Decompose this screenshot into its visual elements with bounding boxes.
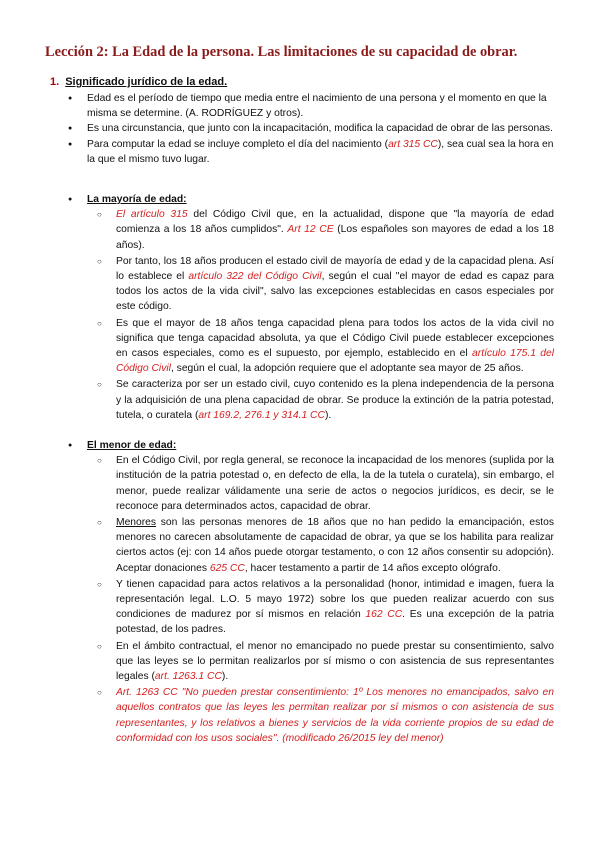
legal-reference: 162 CC [365,609,403,621]
list-item: ○ Es que el mayor de 18 años tenga capacidad plena para todos los actos de la vida civil no significa que tenga capacidad absoluta, ya que el Código Civil puede establecer excepciones en casos especiales, como es el supuesto, por ejemplo, establecido en el artículo 175.1 del Código Civil, según el cual, la adopción requiere que el adoptante sea mayor de 25 años. [0,316,554,377]
legal-reference: art 169.2, 276.1 y 314.1 CC [198,409,325,421]
list-item: ● Es una circunstancia, que junto con la incapacitación, modifica la capacidad de obrar de las personas. [0,121,555,136]
menor-section [0,438,554,747]
list-item: ○ Por tanto, los 18 años producen el estado civil de mayoría de edad y de la capacidad plena. Así lo establece el artículo 322 del Código Civil, según el cual "el mayor de edad es capaz para todos los actos de la vida civil", salvo las excepciones establecidas en casos especiales por este código. [0,254,554,315]
list-item: ● Para computar la edad se incluye completo el día del nacimiento (art 315 CC), sea cual sea la hora en la que el mismo tuvo lugar. [0,137,555,167]
page-title: Lección 2: La Edad de la persona. Las limitaciones de su capacidad de obrar. [45,44,518,60]
list-item: ○ Menores son las personas menores de 18 años que no han pedido la emancipación, estos menores no carecen absolutamente de capacidad de obrar, ya que se los habilita para realizar ciertos actos (ej: con 14 años puede otorgar testamento, o con 12 años consentir su adopción). Aceptar donaciones 625 CC, hacer testamento a partir de 14 años excepto ológrafo. [0,515,554,576]
legal-reference: Art 12 CE [287,224,334,236]
legal-reference: artículo 322 del Código Civil [188,271,322,283]
mayoria-section [0,192,554,424]
list-item: ● Edad es el período de tiempo que media entre el nacimiento de una persona y el momento en que la misma se determine. (A. RODRÍGUEZ y otros). [0,91,555,121]
mayoria-list [0,207,554,423]
list-item: ○ Art. 1263 CC "No pueden prestar consentimiento: 1º Los menores no emancipados, salvo en aquellos contratos que las leyes les permitan realizar por sí mismos o con asistencia de sus representantes, y los relativos a bienes y servicios de la vida corriente propios de su edad de conformidad con los usos sociales". (modificado 26/2015 ley del menor) [0,685,554,746]
list-item: ○ Se caracteriza por ser un estado civil, cuyo contenido es la plena independencia de la persona y la adquisición de una plena capacidad de obrar. Se produce la extinción de la patria potestad, tutela, o curatela (art 169.2, 276.1 y 314.1 CC). [0,377,554,423]
subsection-title: ● El menor de edad: [0,438,554,453]
subsection-title: ● La mayoría de edad: [0,192,554,207]
legal-reference: Art. 1263 CC [116,687,178,699]
legal-reference: artículo 175.1 del Código Civil [116,348,555,375]
list-item: ○ En el ámbito contractual, el menor no emancipado no puede prestar su consentimiento, salvo que las leyes se lo permitan realizarlos por sí mismo o con asistencia de sus representantes legales (art. 1263.1 CC). [0,639,554,685]
list-item: ○ En el Código Civil, por regla general, se reconoce la incapacidad de los menores (suplida por la institución de la patria potestad o, en defecto de ella, la de la tutela o curatela), sin embargo, el menor, puede realizar válidamente una serie de actos o negocios jurídicos, es decir, se le reconoce para determinados actos, capacidad de obrar. [0,453,554,514]
legal-reference: 625 CC [209,562,245,574]
legal-reference: El artículo 315 [116,209,188,221]
menor-list [0,453,554,746]
intro-list [0,91,555,167]
list-item: ○ Y tienen capacidad para actos relativos a la personalidad (honor, intimidad e imagen, fuera la representación legal. L.O. 5 mayo 1972) sobre los que pueden realizar acuerdo con sus condiciones de madurez por sí mismos en relación 162 CC. Es una excepción de la patria potestad, de los padres. [0,577,554,638]
section-title: Significado jurídico de la edad. [65,76,228,88]
legal-reference: art. 1263.1 CC [154,671,222,683]
section-heading [50,76,227,88]
section-number: 1. [50,76,60,88]
legal-reference: art 315 CC [388,138,438,150]
list-item: ○ El artículo 315 del Código Civil que, en la actualidad, dispone que "la mayoría de edad comienza a los 18 años cumplidos". Art 12 CE (Los españoles son mayores de edad a los 18 años). [0,207,554,253]
